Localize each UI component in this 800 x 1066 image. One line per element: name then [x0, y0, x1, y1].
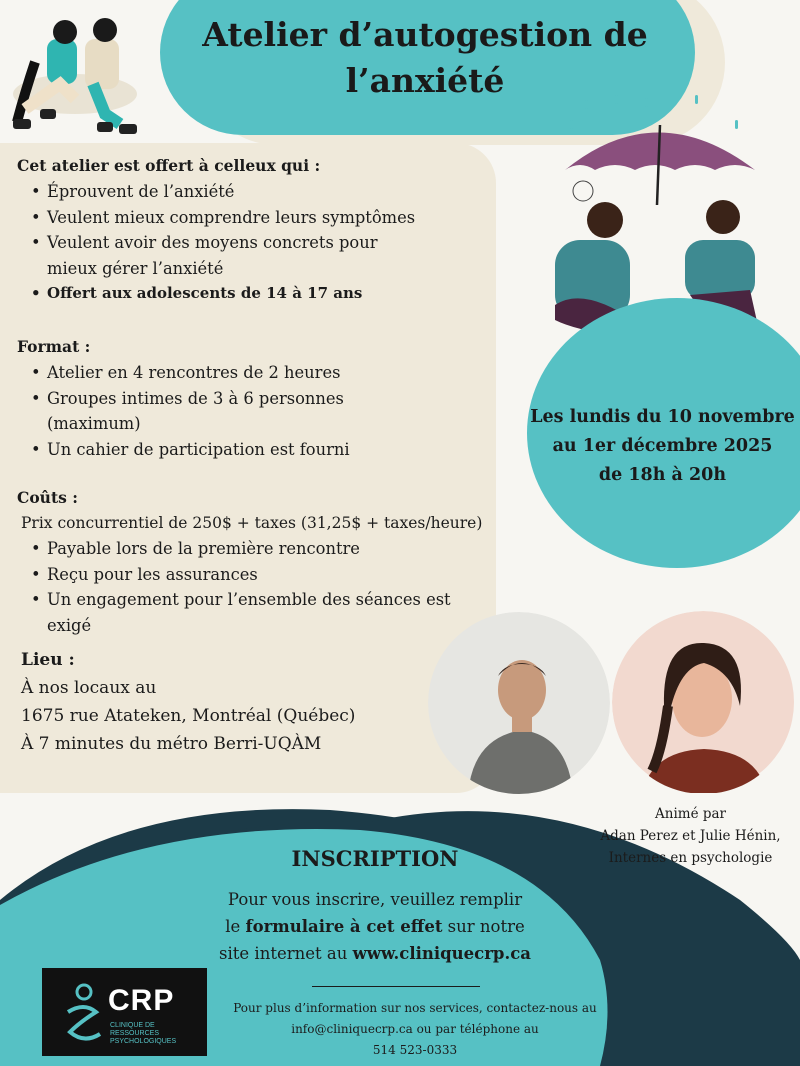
- inscription-text: [200, 886, 550, 967]
- inscription-title: INSCRIPTION: [291, 846, 459, 871]
- list-item: • Éprouvent de l’anxiété: [17, 179, 487, 205]
- text-fragment: sur notre: [442, 917, 525, 936]
- couts-heading: Coûts :: [17, 488, 78, 507]
- logo-sub-line: RESSOURCES: [110, 1030, 160, 1037]
- text-fragment: le: [225, 917, 246, 936]
- facilitators-caption: [588, 803, 793, 869]
- inscription-line-1: Pour vous inscrire, veuillez remplir: [227, 890, 523, 909]
- lieu-heading: Lieu :: [21, 650, 75, 670]
- title-line-1: Atelier d’autogestion de: [202, 15, 648, 54]
- inscription-line-2: [200, 913, 550, 940]
- facilitator-photo-adan: [428, 612, 610, 794]
- animes-line-1: Animé par: [655, 806, 726, 822]
- facilitator-photo-julie: [612, 611, 795, 794]
- list-item: • Un engagement pour l’ensemble des séances est exigé: [17, 587, 495, 638]
- dates-line-3: de 18h à 20h: [598, 465, 727, 485]
- logo-acronym: CRP: [108, 984, 175, 1017]
- audience-heading: Cet atelier est offert à celleux qui :: [17, 156, 321, 175]
- lieu-line: 1675 rue Atateken, Montréal (Québec): [21, 706, 356, 726]
- animes-line-3: Internes en psychologie: [608, 850, 773, 866]
- contact-info: [205, 998, 625, 1061]
- list-item: • Groupes intimes de 3 à 6 personnes: [17, 386, 487, 412]
- list-item: • Reçu pour les assurances: [17, 562, 495, 588]
- form-link[interactable]: formulaire à cet effet: [245, 917, 443, 936]
- text-fragment: site internet au: [219, 944, 353, 963]
- contact-line-1: Pour plus d’information sur nos services, contactez-nous au: [233, 1001, 597, 1015]
- logo-figure-icon: [60, 982, 104, 1044]
- contact-line-2: info@cliniquecrp.ca ou par téléphone au: [291, 1022, 539, 1036]
- crp-logo: [42, 968, 207, 1056]
- couts-intro: Prix concurrentiel de 250$ + taxes (31,25$ + taxes/heure): [21, 514, 483, 532]
- divider: [312, 986, 480, 987]
- list-item: • Payable lors de la première rencontre: [17, 536, 495, 562]
- logo-subtitle: [110, 1022, 176, 1046]
- contact-line-3: 514 523-0333: [372, 1043, 458, 1057]
- inscription-line-3: [200, 940, 550, 967]
- title-line-2: l’anxiété: [345, 61, 505, 100]
- logo-sub-line: PSYCHOLOGIQUES: [110, 1038, 177, 1045]
- list-item: • Offert aux adolescents de 14 à 17 ans: [17, 281, 487, 307]
- dates-line-2: au 1er décembre 2025: [552, 436, 773, 456]
- website-link[interactable]: www.cliniquecrp.ca: [352, 944, 531, 963]
- lieu-line: À 7 minutes du métro Berri-UQÀM: [21, 734, 322, 754]
- format-heading: Format :: [17, 337, 91, 356]
- lieu-line: À nos locaux au: [21, 678, 157, 698]
- list-item: • Atelier en 4 rencontres de 2 heures: [17, 360, 487, 386]
- dates-line-1: Les lundis du 10 novembre: [530, 407, 795, 427]
- animes-line-2: Adan Perez et Julie Hénin,: [600, 828, 781, 844]
- list-item: • Veulent avoir des moyens concrets pour: [17, 230, 487, 256]
- logo-sub-line: CLINIQUE DE: [110, 1022, 155, 1029]
- list-item: • Un cahier de participation est fourni: [17, 437, 487, 463]
- session-dates: [525, 403, 800, 490]
- list-item-continuation: mieux gérer l’anxiété: [47, 258, 224, 278]
- list-item: • Veulent mieux comprendre leurs symptômes: [17, 205, 487, 231]
- list-item-continuation: (maximum): [47, 414, 141, 433]
